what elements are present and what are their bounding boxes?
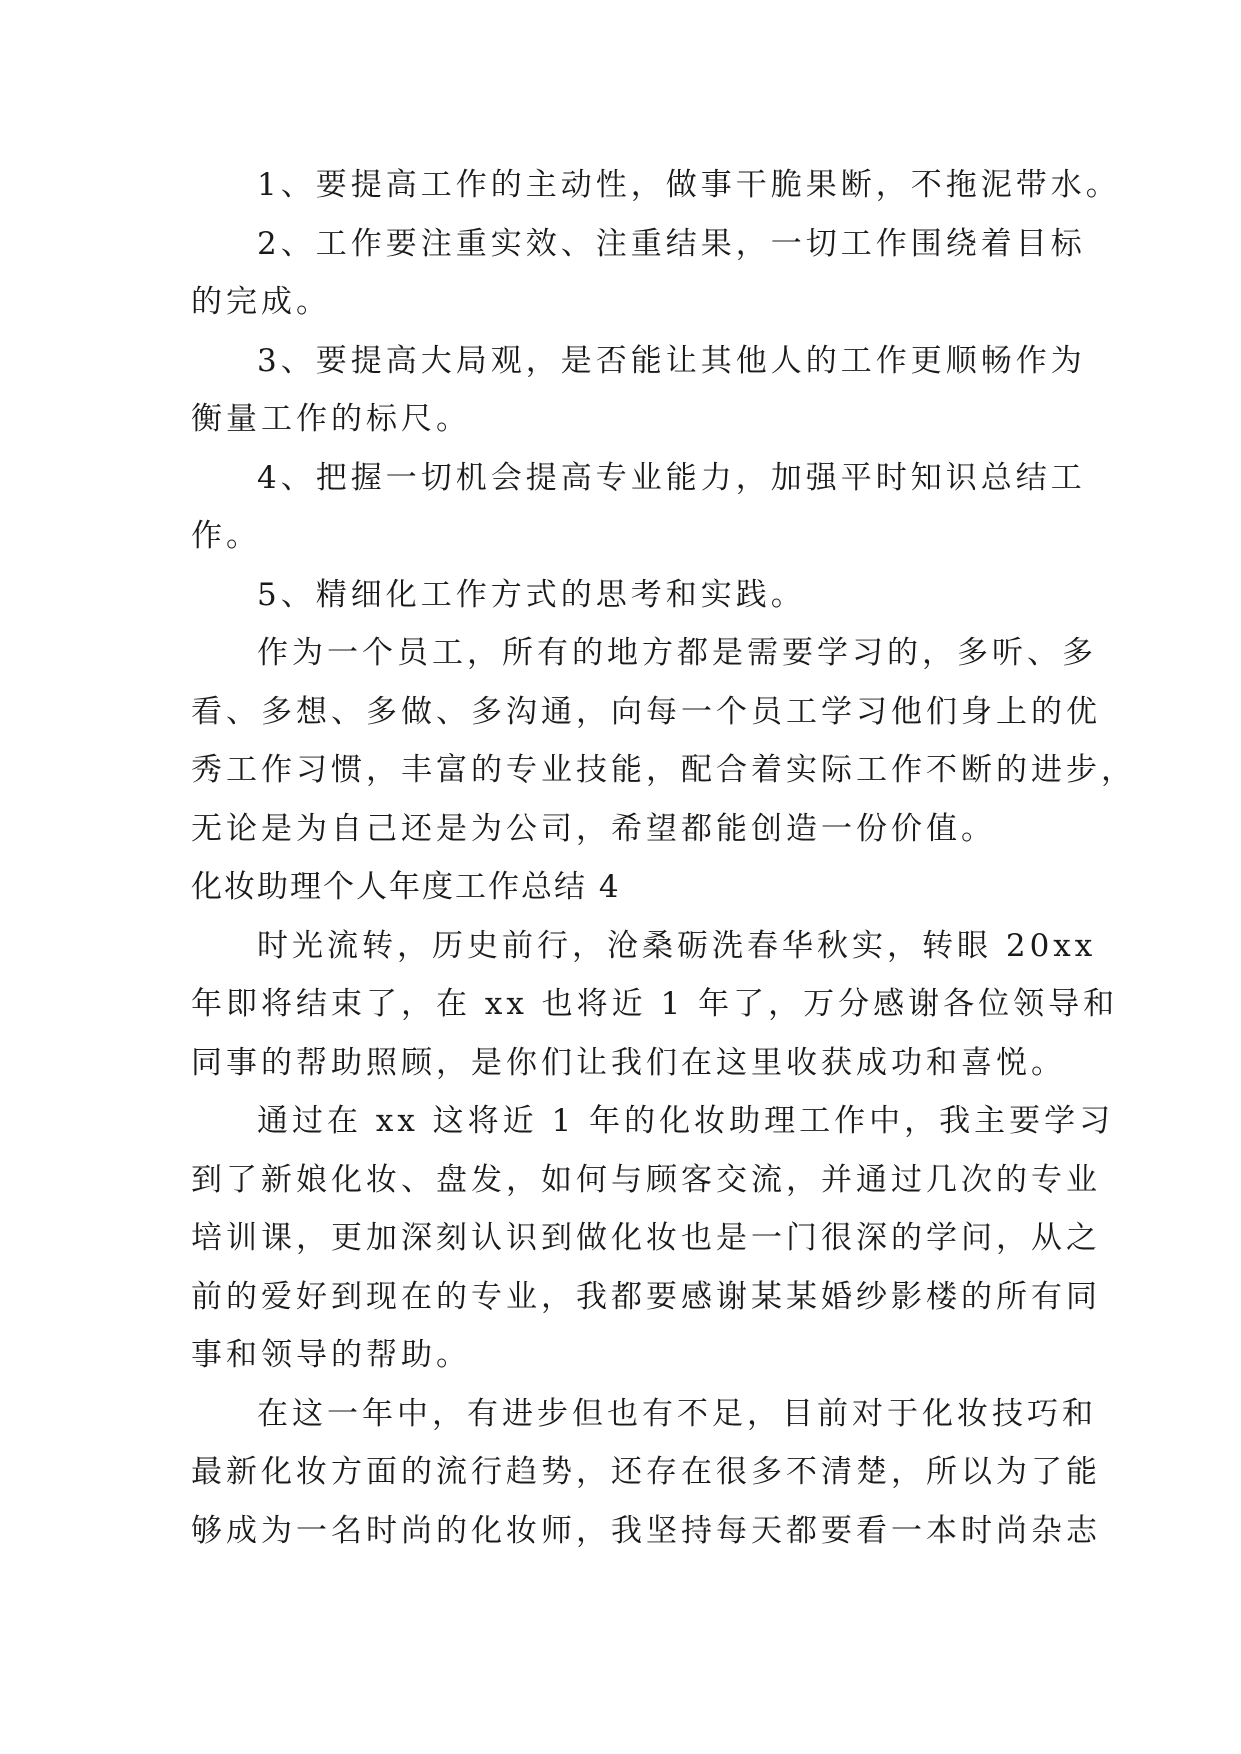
text-line: 在这一年中，有进步但也有不足，目前对于化妆技巧和 — [257, 1395, 1097, 1432]
text-line: 看、多想、多做、多沟通，向每一个员工学习他们身上的优 — [191, 693, 1101, 730]
text-line: 作。 — [191, 518, 261, 554]
text-line: 5、精细化工作方式的思考和实践。 — [257, 576, 806, 613]
section-heading: 化妆助理个人年度工作总结 4 — [191, 869, 621, 905]
text-line: 同事的帮助照顾，是你们让我们在这里收获成功和喜悦。 — [191, 1044, 1066, 1081]
text-line: 2、工作要注重实效、注重结果，一切工作围绕着目标 — [257, 225, 1086, 262]
text-line: 时光流转，历史前行，沧桑砺洗春华秋实，转眼 20xx — [257, 927, 1097, 964]
text-line: 够成为一名时尚的化妆师，我坚持每天都要看一本时尚杂志 — [191, 1512, 1101, 1549]
text-line: 年即将结束了，在 xx 也将近 1 年了，万分感谢各位领导和 — [191, 986, 1119, 1022]
text-line: 1、要提高工作的主动性，做事干脆果断，不拖泥带水。 — [257, 167, 1121, 203]
text-line: 最新化妆方面的流行趋势，还存在很多不清楚，所以为了能 — [191, 1454, 1101, 1490]
text-line: 到了新娘化妆、盘发，如何与顾客交流，并通过几次的专业 — [191, 1161, 1101, 1198]
text-line: 事和领导的帮助。 — [191, 1337, 471, 1373]
document-page — [191, 156, 1136, 1560]
text-line: 秀工作习惯，丰富的专业技能，配合着实际工作不断的进步， — [191, 752, 1136, 788]
text-line: 的完成。 — [191, 284, 331, 320]
text-line: 前的爱好到现在的专业，我都要感谢某某婚纱影楼的所有同 — [191, 1278, 1101, 1315]
text-line: 衡量工作的标尺。 — [191, 401, 471, 437]
text-line: 3、要提高大局观，是否能让其他人的工作更顺畅作为 — [257, 342, 1086, 379]
text-line: 通过在 xx 这将近 1 年的化妆助理工作中，我主要学习 — [257, 1103, 1115, 1139]
text-line: 4、把握一切机会提高专业能力，加强平时知识总结工 — [257, 459, 1086, 496]
text-line: 培训课，更加深刻认识到做化妆也是一门很深的学问，从之 — [191, 1220, 1101, 1256]
text-line: 无论是为自己还是为公司，希望都能创造一份价值。 — [191, 810, 996, 847]
text-line: 作为一个员工，所有的地方都是需要学习的，多听、多 — [257, 635, 1097, 671]
